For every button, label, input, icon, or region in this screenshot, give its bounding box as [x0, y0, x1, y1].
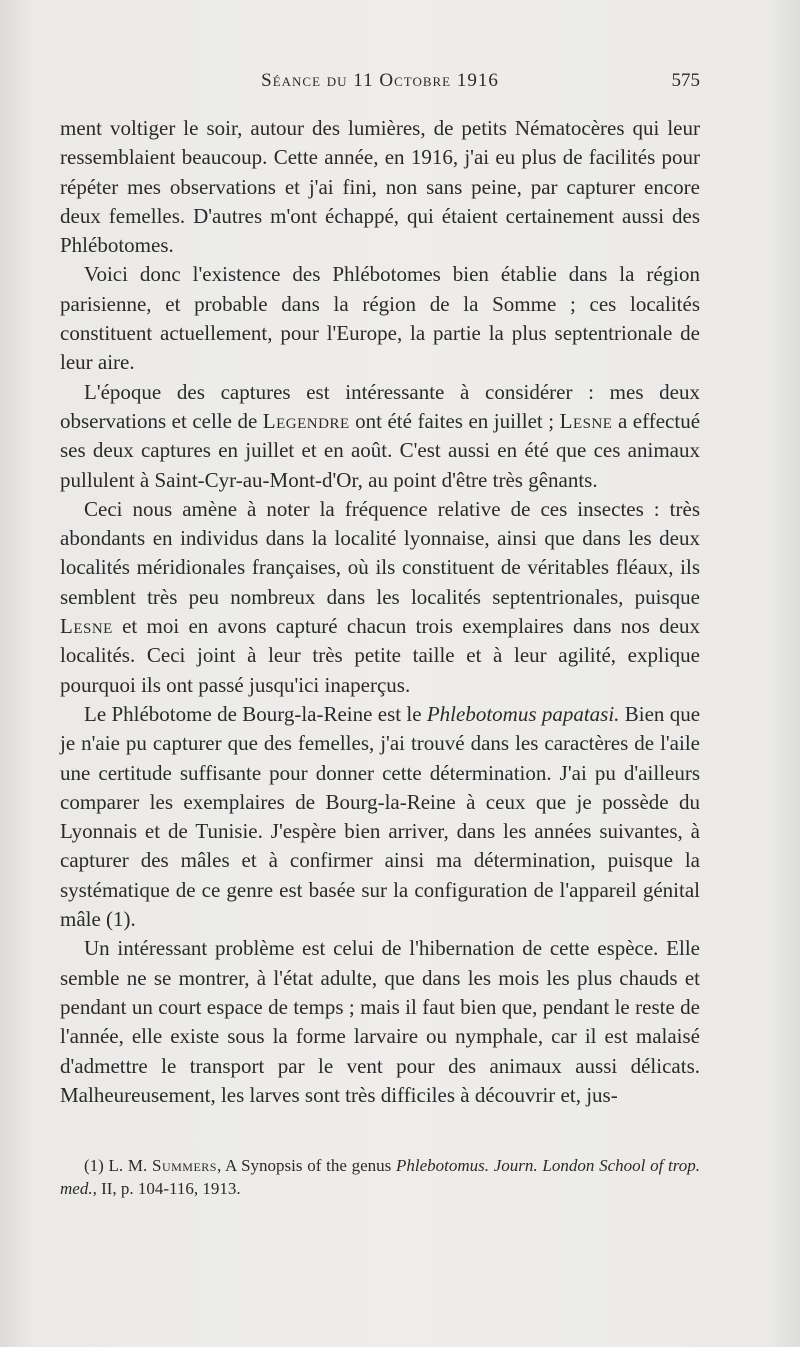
- text-run: Ceci nous amène à noter la fréquence relative de ces insectes : très abondants en individus dans la localité lyonnaise, ainsi que dans les deux localités méridionales françaises, où ils constituent de véritables fléaux, ils semblent très peu nombreux dans les localités septentrionales, puisque: [60, 496, 700, 609]
- page-number: 575: [671, 70, 700, 91]
- species-name: Phlebotomus papatasi.: [426, 701, 620, 726]
- text-run: , A Synopsis of the genus: [216, 1156, 397, 1175]
- paragraph-1: ment voltiger le soir, autour des lumières, de petits Nématocères qui leur ressemblaient beaucoup. Cette année, en 1916, j'ai eu plus de facilités pour répéter mes observations et j'ai fini, non sans peine, par capturer encore deux femelles. D'autres m'ont échappé, qui étaient certainement aussi des Phlébotomes.: [60, 116, 700, 258]
- text-run: Bien que je n'aie pu capturer que des femelles, j'ai trouvé dans les caractères de l'aile une certitude suffisante pour donner cette détermination. J'ai pu d'ailleurs comparer les exemplaires de Bourg-la-Reine à ceux que je possède du Lyonnais et de Tunisie. J'espère bien arriver, dans les années suivantes, à capturer des mâles et à confirmer ainsi ma détermination, puisque la systématique de ce genre est basée sur la configuration de l'appareil génital mâle (1).: [60, 701, 701, 932]
- author-name: Lesne: [60, 614, 113, 639]
- footnote: [60, 1154, 700, 1200]
- citation-title: Phlebotomus. Journ. London School of trop. med.: [60, 1156, 700, 1198]
- text-run: , II, p. 104-116, 1913.: [92, 1179, 241, 1198]
- paragraph-2: Voici donc l'existence des Phlébotomes bien établie dans la région parisienne, et probable dans la région de la Somme ; ces localités constituent actuellement, pour l'Europe, la partie la plus septentrionale de leur aire.: [60, 262, 700, 375]
- text-run: (1) L. M.: [84, 1156, 153, 1175]
- running-title: Séance du 11 Octobre 1916: [261, 70, 499, 91]
- text-run: L'époque des captures est intéressante à considérer : mes deux observations et celle de: [60, 379, 700, 433]
- text-run: ont été faites en juillet ;: [349, 408, 560, 433]
- author-name: Legendre: [262, 408, 350, 433]
- text-run: Le Phlébotome de Bourg-la-Reine est le: [84, 701, 427, 726]
- paragraph-5: [60, 700, 700, 934]
- author-name: Summers: [152, 1156, 217, 1175]
- paragraph-4: [60, 495, 700, 700]
- text-run: a effectué ses deux captures en juillet et en août. C'est aussi en été que ces animaux pullulent à Saint-Cyr-au-Mont-d'Or, au point d'être très gênants.: [60, 408, 701, 492]
- page-header: [60, 70, 700, 100]
- paragraph-3: [60, 378, 700, 495]
- text-run: et moi en avons capturé chacun trois exemplaires dans nos deux localités. Ceci joint à leur très petite taille et à leur agilité, explique pourquoi ils ont passé jusqu'ici inaperçus.: [60, 614, 700, 697]
- body-text: [60, 114, 700, 1110]
- paragraph-6: Un intéressant problème est celui de l'hibernation de cette espèce. Elle semble ne se montrer, à l'état adulte, que dans les mois les plus chauds et pendant un court espace de temps ; mais il faut bien que, pendant le reste de l'année, elle existe sous la forme larvaire ou nymphale, car il est malaisé d'admettre le transport par le vent pour des animaux aussi délicats. Malheureusement, les larves sont très difficiles à découvrir et, jus-: [60, 936, 700, 1107]
- author-name: Lesne: [559, 408, 613, 433]
